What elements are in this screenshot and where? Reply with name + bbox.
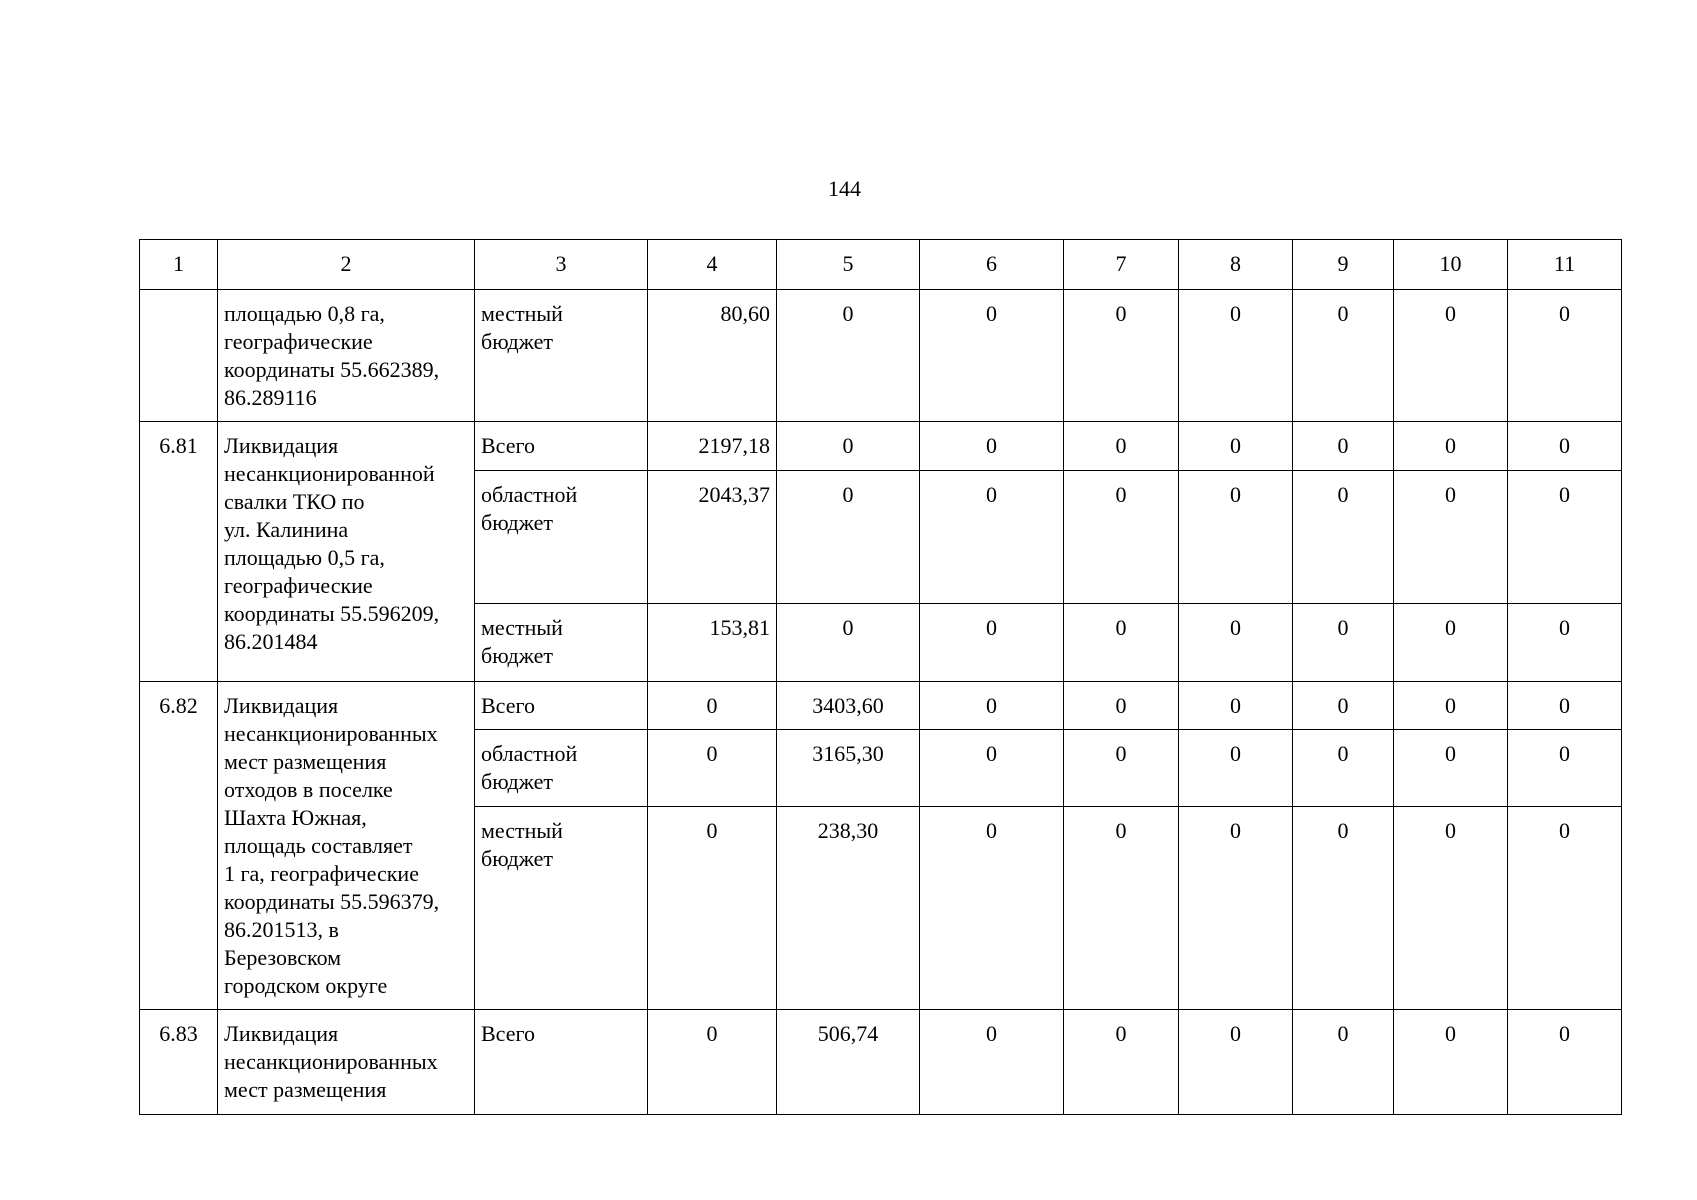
value-cell: 0	[1293, 422, 1394, 471]
value-cell: 0	[1064, 730, 1179, 807]
funding-source-cell	[475, 1010, 648, 1115]
value-cell: 0	[1394, 290, 1508, 422]
column-header: 9	[1293, 240, 1394, 290]
funding-source-line: местный	[481, 818, 563, 843]
value-cell: 0	[920, 1010, 1064, 1115]
value-cell: 0	[1179, 807, 1293, 1010]
value-cell: 0	[1508, 604, 1622, 682]
value-cell: 0	[648, 1010, 777, 1115]
funding-source-line: бюджет	[481, 329, 553, 354]
value-cell: 0	[920, 807, 1064, 1010]
value-cell: 0	[1293, 471, 1394, 604]
funding-source-line: областной	[481, 482, 578, 507]
budget-table	[139, 239, 1622, 1115]
description-line: отходов в поселке	[224, 777, 393, 802]
value-cell: 0	[648, 730, 777, 807]
value-cell: 0	[1394, 604, 1508, 682]
description-line: 86.201513, в	[224, 917, 339, 942]
table-row	[140, 682, 1622, 730]
table-row	[140, 1010, 1622, 1115]
value-cell: 0	[1064, 604, 1179, 682]
funding-source-line: бюджет	[481, 769, 553, 794]
description-line: географические	[224, 329, 373, 354]
value-cell: 0	[777, 604, 920, 682]
page-number: 144	[828, 176, 861, 201]
column-header: 7	[1064, 240, 1179, 290]
value-cell: 0	[1394, 730, 1508, 807]
value-cell: 0	[777, 290, 920, 422]
value-cell: 0	[1293, 730, 1394, 807]
description-line: свалки ТКО по	[224, 489, 365, 514]
value-cell: 0	[1179, 604, 1293, 682]
description-line: Березовском	[224, 945, 342, 970]
table-row	[140, 290, 1622, 422]
table-row	[140, 422, 1622, 471]
funding-source-cell	[475, 807, 648, 1010]
value-cell: 0	[1508, 730, 1622, 807]
funding-source-line: бюджет	[481, 643, 553, 668]
value-cell: 0	[1179, 422, 1293, 471]
description-line: координаты 55.596209,	[224, 601, 440, 626]
value-cell: 3165,30	[777, 730, 920, 807]
value-cell: 80,60	[648, 290, 777, 422]
description-line: Шахта Южная,	[224, 805, 367, 830]
value-cell: 153,81	[648, 604, 777, 682]
item-number-cell: 6.81	[140, 422, 218, 682]
value-cell: 0	[1394, 682, 1508, 730]
funding-source-line: бюджет	[481, 846, 553, 871]
value-cell: 0	[1508, 682, 1622, 730]
item-number-cell	[140, 290, 218, 422]
value-cell: 2197,18	[648, 422, 777, 471]
description-line: 86.289116	[224, 385, 317, 410]
description-line: площадь составляет	[224, 833, 413, 858]
column-header: 1	[140, 240, 218, 290]
value-cell: 0	[777, 422, 920, 471]
value-cell: 0	[1394, 471, 1508, 604]
value-cell: 0	[920, 422, 1064, 471]
funding-source-cell	[475, 290, 648, 422]
value-cell: 0	[1508, 471, 1622, 604]
value-cell: 0	[1179, 290, 1293, 422]
funding-source-line: местный	[481, 615, 563, 640]
funding-source-line: Всего	[481, 1021, 535, 1046]
value-cell: 0	[648, 807, 777, 1010]
funding-source-cell	[475, 422, 648, 471]
value-cell: 0	[1293, 1010, 1394, 1115]
column-header: 10	[1394, 240, 1508, 290]
value-cell: 506,74	[777, 1010, 920, 1115]
description-cell	[218, 290, 475, 422]
description-line: Ликвидация	[224, 693, 339, 718]
value-cell: 0	[920, 604, 1064, 682]
value-cell: 0	[1293, 807, 1394, 1010]
value-cell: 0	[1064, 807, 1179, 1010]
value-cell: 0	[1179, 730, 1293, 807]
value-cell: 0	[1394, 422, 1508, 471]
value-cell: 0	[777, 471, 920, 604]
description-line: координаты 55.662389,	[224, 357, 440, 382]
description-line: 1 га, географические	[224, 861, 419, 886]
description-line: несанкционированных	[224, 1049, 438, 1074]
value-cell: 0	[1293, 290, 1394, 422]
value-cell: 0	[1394, 1010, 1508, 1115]
item-number-cell: 6.83	[140, 1010, 218, 1115]
description-cell	[218, 682, 475, 1010]
value-cell: 0	[1179, 471, 1293, 604]
column-number-row	[140, 240, 1622, 290]
value-cell: 0	[920, 471, 1064, 604]
column-header: 4	[648, 240, 777, 290]
value-cell: 238,30	[777, 807, 920, 1010]
funding-source-line: Всего	[481, 433, 535, 458]
column-header: 6	[920, 240, 1064, 290]
value-cell: 2043,37	[648, 471, 777, 604]
column-header: 5	[777, 240, 920, 290]
description-line: площадью 0,8 га,	[224, 301, 385, 326]
description-line: городском округе	[224, 973, 388, 998]
description-line: Ликвидация	[224, 1021, 339, 1046]
column-header: 2	[218, 240, 475, 290]
value-cell: 0	[1508, 807, 1622, 1010]
funding-source-cell	[475, 730, 648, 807]
value-cell: 0	[920, 290, 1064, 422]
value-cell: 0	[1293, 604, 1394, 682]
funding-source-line: Всего	[481, 693, 535, 718]
funding-source-cell	[475, 682, 648, 730]
description-line: географические	[224, 573, 373, 598]
value-cell: 0	[1064, 290, 1179, 422]
funding-source-line: местный	[481, 301, 563, 326]
value-cell: 0	[920, 730, 1064, 807]
item-number-cell: 6.82	[140, 682, 218, 1010]
value-cell: 0	[1064, 1010, 1179, 1115]
value-cell: 3403,60	[777, 682, 920, 730]
funding-source-line: областной	[481, 741, 578, 766]
funding-source-cell	[475, 604, 648, 682]
value-cell: 0	[1064, 471, 1179, 604]
value-cell: 0	[1179, 682, 1293, 730]
description-line: площадью 0,5 га,	[224, 545, 385, 570]
value-cell: 0	[1508, 422, 1622, 471]
value-cell: 0	[1064, 422, 1179, 471]
value-cell: 0	[1293, 682, 1394, 730]
value-cell: 0	[1064, 682, 1179, 730]
funding-source-line: бюджет	[481, 510, 553, 535]
description-line: мест размещения	[224, 749, 387, 774]
value-cell: 0	[1394, 807, 1508, 1010]
description-line: мест размещения	[224, 1077, 387, 1102]
description-line: ул. Калинина	[224, 517, 349, 542]
description-line: 86.201484	[224, 629, 318, 654]
description-line: Ликвидация	[224, 433, 339, 458]
description-line: координаты 55.596379,	[224, 889, 440, 914]
value-cell: 0	[648, 682, 777, 730]
description-cell	[218, 1010, 475, 1115]
description-line: несанкционированной	[224, 461, 435, 486]
value-cell: 0	[920, 682, 1064, 730]
description-line: несанкционированных	[224, 721, 438, 746]
column-header: 11	[1508, 240, 1622, 290]
value-cell: 0	[1508, 1010, 1622, 1115]
funding-source-cell	[475, 471, 648, 604]
value-cell: 0	[1508, 290, 1622, 422]
value-cell: 0	[1179, 1010, 1293, 1115]
description-cell	[218, 422, 475, 682]
column-header: 3	[475, 240, 648, 290]
column-header: 8	[1179, 240, 1293, 290]
